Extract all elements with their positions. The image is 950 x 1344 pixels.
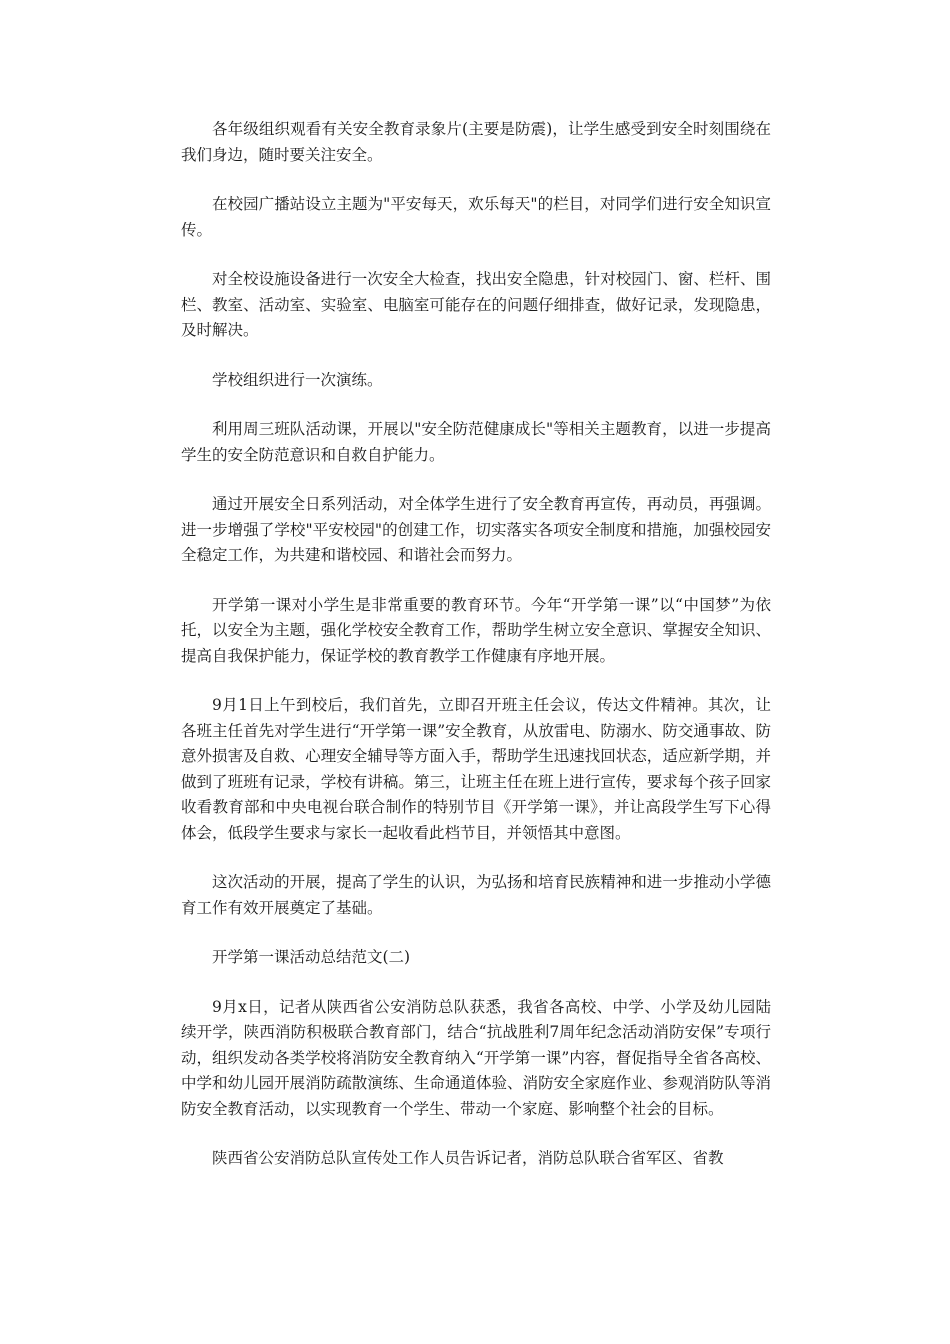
paragraph-9: 这次活动的开展，提高了学生的认识，为弘扬和培育民族精神和进一步推动小学德育工作有效开展奠定了基础。 — [181, 873, 771, 917]
document-body — [181, 117, 771, 1196]
paragraph-1: 各年级组织观看有关安全教育录象片(主要是防震)，让学生感受到安全时刻围绕在我们身边，随时要关注安全。 — [181, 120, 771, 164]
paragraph-2: 在校园广播站设立主题为"平安每天，欢乐每天"的栏目，对同学们进行安全知识宣传。 — [181, 195, 771, 239]
paragraph-6: 通过开展安全日系列活动，对全体学生进行了安全教育再宣传，再动员，再强调。进一步增强了学校"平安校园"的创建工作，切实落实各项安全制度和措施，加强校园安全稳定工作，为共建和谐校园、和谐社会而努力。 — [181, 495, 771, 564]
paragraph-4: 学校组织进行一次演练。 — [212, 370, 383, 389]
paragraph-11: 9月x日，记者从陕西省公安消防总队获悉，我省各高校、中学、小学及幼儿园陆续开学，陕西消防积极联合教育部门，结合“抗战胜利7周年纪念活动消防安保”专项行动，组织发动各类学校将消防安全教育纳入“开学第一课”内容，督促指导全省各高校、中学和幼儿园开展消防疏散演练、生命通道体验、消防安全家庭作业、参观消防队等消防安全教育活动，以实现教育一个学生、带动一个家庭、影响整个社会的目标。 — [181, 997, 771, 1118]
paragraph-3: 对全校设施设备进行一次安全大检查，找出安全隐患，针对校园门、窗、栏杆、围栏、教室、活动室、实验室、电脑室可能存在的问题仔细排查，做好记录，发现隐患，及时解决。 — [181, 270, 771, 339]
paragraph-5: 利用周三班队活动课，开展以"安全防范健康成长"等相关主题教育，以进一步提高学生的安全防范意识和自救自护能力。 — [181, 420, 771, 464]
paragraph-8: 9月1日上午到校后，我们首先，立即召开班主任会议，传达文件精神。其次，让各班主任首先对学生进行“开学第一课”安全教育，从放雷电、防溺水、防交通事故、防意外损害及自救、心理安全辅导等方面入手，帮助学生迅速找回状态，适应新学期，并做到了班班有记录，学校有讲稿。第三，让班主任在班上进行宣传，要求每个孩子回家收看教育部和中央电视台联合制作的特别节目《开学第一课》，并让高段学生写下心得体会，低段学生要求与家长一起收看此档节目，并领悟其中意图。 — [181, 696, 771, 842]
paragraph-7: 开学第一课对小学生是非常重要的教育环节。今年“开学第一课”以“中国梦”为依托，以安全为主题，强化学校安全教育工作，帮助学生树立安全意识、掌握安全知识、提高自我保护能力，保证学校的教育教学工作健康有序地开展。 — [181, 595, 771, 665]
paragraph-12: 陕西省公安消防总队宣传处工作人员告诉记者，消防总队联合省军区、省教 — [212, 1149, 724, 1167]
section-heading: 开学第一课活动总结范文(二) — [212, 948, 411, 966]
